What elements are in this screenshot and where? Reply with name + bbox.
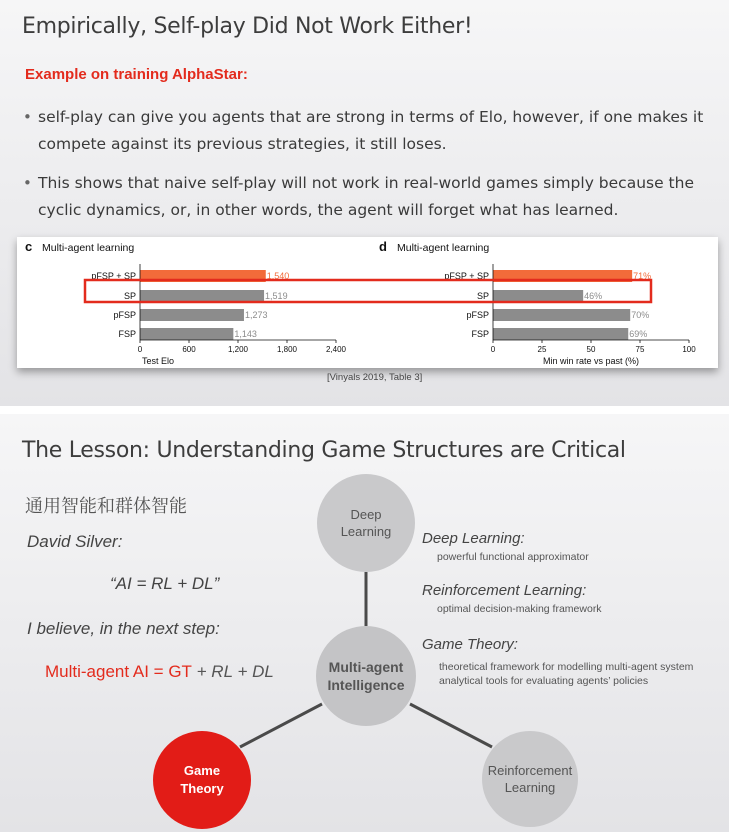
deep-learning-circle [317, 474, 415, 572]
equation-rest: + RL + DL [191, 662, 274, 681]
bar [493, 328, 628, 340]
game-theory-label [180, 762, 223, 798]
circle-text: Intelligence [327, 677, 405, 693]
x-tick-label: 1,200 [227, 345, 249, 354]
bullet-text: self-play can give you agents that are strong in terms of Elo, however, if one makes it compete against its previous strategies, it still loses. [38, 108, 704, 153]
x-tick-label: 100 [682, 345, 696, 354]
slide-title: The Lesson: Understanding Game Structures are Critical [22, 438, 626, 463]
slide-subtitle: Example on training AlphaStar: [25, 66, 248, 83]
category-label: FSP [471, 329, 489, 339]
x-tick-label: 600 [182, 345, 196, 354]
bar-charts [17, 237, 718, 368]
deep-learning-label [341, 506, 392, 540]
bar-value-label: 69% [629, 329, 648, 339]
category-label: SP [123, 291, 136, 301]
bar-value-label: 1,519 [265, 291, 288, 301]
x-axis-title: Test Elo [141, 356, 175, 366]
x-tick-label: 1,800 [276, 345, 298, 354]
category-label: pFSP [113, 310, 136, 320]
chart-panel [17, 237, 718, 368]
slide-title: Empirically, Self-play Did Not Work Either! [22, 14, 473, 39]
belief-statement: I believe, in the next step: [27, 619, 220, 638]
x-tick-label: 0 [137, 345, 143, 354]
connector-rl [410, 704, 492, 747]
bar-value-label: 1,273 [244, 310, 268, 320]
circle-text: Deep [350, 507, 382, 522]
category-label: pFSP + SP [444, 271, 489, 281]
bar [140, 328, 233, 340]
bar-value-label: 71% [633, 271, 652, 281]
circle-text: Multi-agent [328, 659, 404, 675]
game-theory-circle [153, 731, 251, 829]
reinforcement-learning-label [488, 762, 573, 796]
connector-game [240, 704, 322, 747]
bar [493, 309, 630, 321]
multi-agent-label [327, 658, 404, 694]
quote-author: David Silver: [27, 532, 123, 551]
bar [140, 290, 264, 302]
bar-value-label: 1,143 [234, 329, 257, 339]
x-tick-label: 75 [635, 345, 645, 354]
chinese-heading: 通用智能和群体智能 [25, 496, 187, 517]
rl-definition-title: Reinforcement Learning: [422, 582, 587, 599]
category-label: FSP [118, 329, 136, 339]
equation-red-part: Multi-agent AI = GT [45, 662, 192, 681]
quote-equation: “AI = RL + DL” [110, 574, 220, 593]
category-label: pFSP + SP [91, 271, 136, 281]
chart-title: Multi-agent learning [397, 242, 490, 254]
bullet-dot: • [23, 174, 32, 192]
chart-title: Multi-agent learning [42, 242, 135, 254]
x-tick-label: 0 [490, 345, 496, 354]
slide-alphastar [0, 0, 729, 406]
bullet-dot: • [23, 108, 32, 126]
bullet-text: This shows that naive self-play will not work in real-world games simply because the cyclic dynamics, or, in other words, the agent will forget what has learned. [38, 174, 694, 219]
bar [493, 290, 583, 302]
citation: [Vinyals 2019, Table 3] [327, 372, 423, 383]
dl-definition-text: powerful functional approximator [437, 551, 589, 563]
x-tick-label: 50 [586, 345, 596, 354]
circle-text: Learning [504, 780, 556, 795]
circle-text: Theory [180, 781, 224, 796]
x-tick-label: 25 [537, 345, 547, 354]
gt-definition-text: theoretical framework for modelling multi-agent system [439, 661, 694, 673]
gt-definition-title: Game Theory: [422, 636, 518, 653]
x-axis-title: Min win rate vs past (%) [542, 356, 640, 366]
bar [140, 309, 244, 321]
circle-text: Learning [340, 524, 392, 539]
reinforcement-learning-circle [482, 731, 578, 827]
x-tick-label: 2,400 [325, 345, 347, 354]
circle-text: Reinforcement [487, 763, 573, 778]
bullet-item [23, 170, 708, 224]
gt-definition-text: analytical tools for evaluating agents’ policies [439, 675, 649, 687]
chart-panel-label: d [379, 239, 387, 254]
bar-value-label: 1,540 [266, 271, 290, 281]
multi-agent-circle [316, 626, 416, 726]
slide-lesson [0, 414, 729, 832]
rl-definition-text: optimal decision-making framework [437, 603, 602, 615]
dl-definition-title: Deep Learning: [422, 530, 525, 547]
bullet-item [23, 104, 708, 158]
category-label: pFSP [466, 310, 489, 320]
chart-panel-label: c [25, 239, 33, 254]
slide-separator [0, 406, 729, 414]
circle-text: Game [183, 763, 221, 778]
category-label: SP [476, 291, 489, 301]
bar-value-label: 70% [631, 310, 650, 320]
bar-value-label: 46% [584, 291, 603, 301]
